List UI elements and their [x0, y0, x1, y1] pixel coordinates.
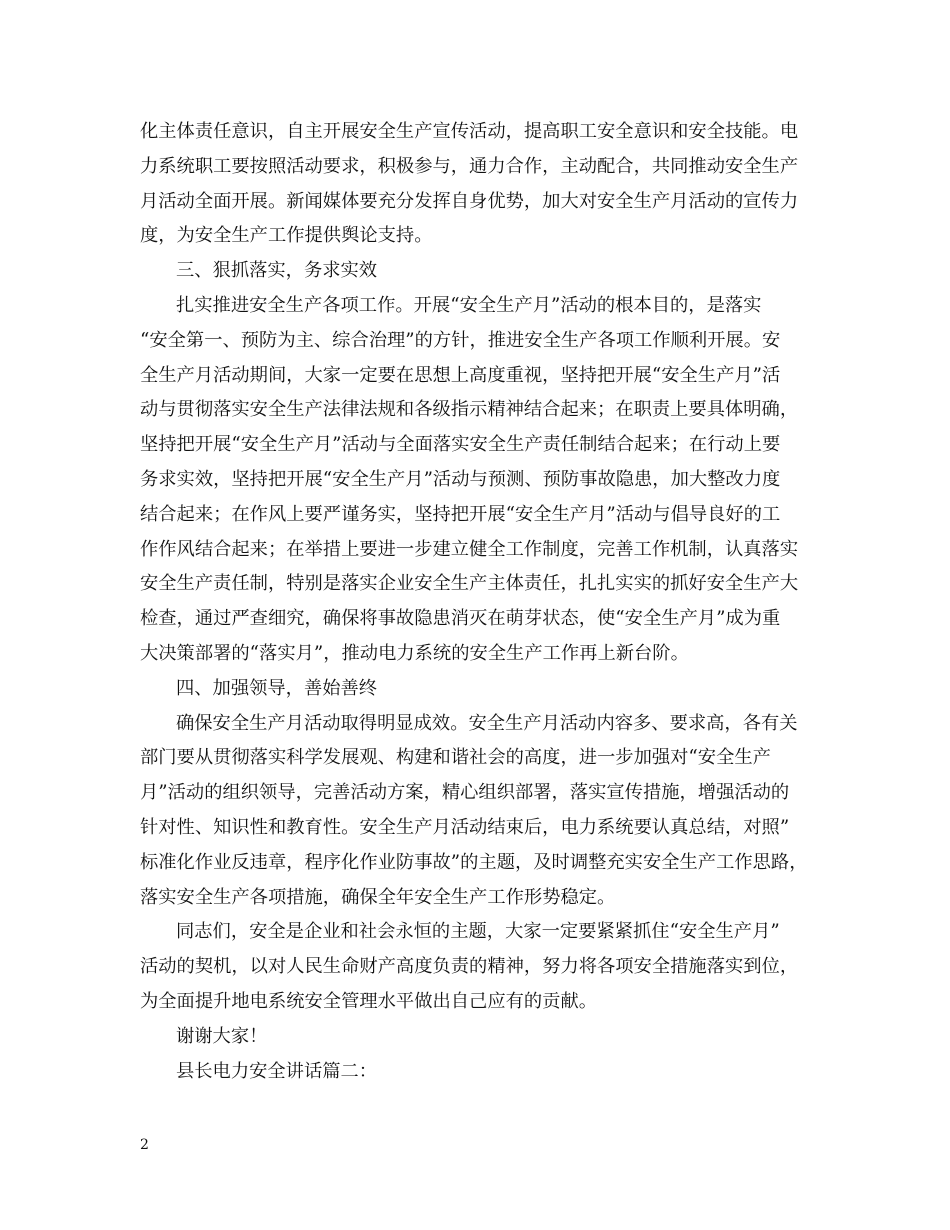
text-line: 检查，通过严查细究，确保将事故隐患消灭在萌芽状态，使“安全生产月”成为重: [140, 608, 781, 630]
text-line: 扎实推进安全生产各项工作。开展“安全生产月”活动的根本目的，是落实: [176, 294, 762, 316]
text-line: 作作风结合起来；在举措上要进一步建立健全工作制度，完善工作机制，认真落实: [140, 538, 799, 560]
text-line: 确保安全生产月活动取得明显成效。安全生产月活动内容多、要求高，各有关: [176, 712, 798, 734]
text-line: 三、狠抓落实，务求实效: [176, 260, 378, 282]
page-number: 2: [140, 1137, 149, 1153]
text-line: 为全面提升地电系统安全管理水平做出自己应有的贡献。: [140, 990, 598, 1012]
text-line: 务求实效，坚持把开展“安全生产月”活动与预测、预防事故隐患，加大整改力度: [140, 468, 781, 490]
text-line: 针对性、知识性和教育性。安全生产月活动结束后，电力系统要认真总结，对照”: [140, 816, 790, 838]
text-line: 全生产月活动期间，大家一定要在思想上高度重视，坚持把开展“安全生产月”活: [140, 364, 781, 386]
text-line: 同志们，安全是企业和社会永恒的主题，大家一定要紧紧抓住“安全生产月”: [176, 921, 780, 943]
text-line: 力系统职工要按照活动要求，积极参与，通力合作，主动配合，共同推动安全生产: [140, 155, 799, 177]
text-line: 大决策部署的“落实月”，推动电力系统的安全生产工作再上新台阶。: [140, 642, 689, 664]
text-line: 部门要从贯彻落实科学发展观、构建和谐社会的高度，进一步加强对“安全生产: [140, 747, 771, 769]
text-line: 结合起来；在作风上要严谨务实，坚持把开展“安全生产月”活动与倡导良好的工: [140, 503, 781, 525]
text-line: 谢谢大家！: [176, 1025, 268, 1047]
text-line: “安全第一、预防为主、综合治理”的方针，推进安全生产各项工作顺利开展。安: [140, 329, 781, 351]
text-line: 月活动全面开展。新闻媒体要充分发挥自身优势，加大对安全生产月活动的宣传力: [140, 190, 799, 212]
text-line: 度，为安全生产工作提供舆论支持。: [140, 225, 433, 247]
text-line: 落实安全生产各项措施，确保全年安全生产工作形势稳定。: [140, 886, 616, 908]
text-line: 县长电力安全讲话篇二：: [176, 1060, 378, 1082]
text-line: 安全生产责任制，特别是落实企业安全生产主体责任，扎扎实实的抓好安全生产大: [140, 573, 799, 595]
text-line: 标准化作业反违章，程序化作业防事故”的主题，及时调整充实安全生产工作思路，: [140, 851, 808, 873]
text-line: 动与贯彻落实安全生产法律法规和各级指示精神结合起来；在职责上要具体明确，: [140, 399, 799, 421]
text-line: 坚持把开展“安全生产月”活动与全面落实安全生产责任制结合起来；在行动上要: [140, 434, 781, 456]
text-line: 四、加强领导，善始善终: [176, 677, 378, 699]
document-body: [140, 115, 820, 1089]
text-line: 化主体责任意识，自主开展安全生产宣传活动，提高职工安全意识和安全技能。电: [140, 121, 799, 142]
text-line: 月”活动的组织领导，完善活动方案，精心组织部署，落实宣传措施，增强活动的: [140, 782, 790, 804]
text-line: 活动的契机，以对人民生命财产高度负责的精神，努力将各项安全措施落实到位，: [140, 956, 799, 978]
